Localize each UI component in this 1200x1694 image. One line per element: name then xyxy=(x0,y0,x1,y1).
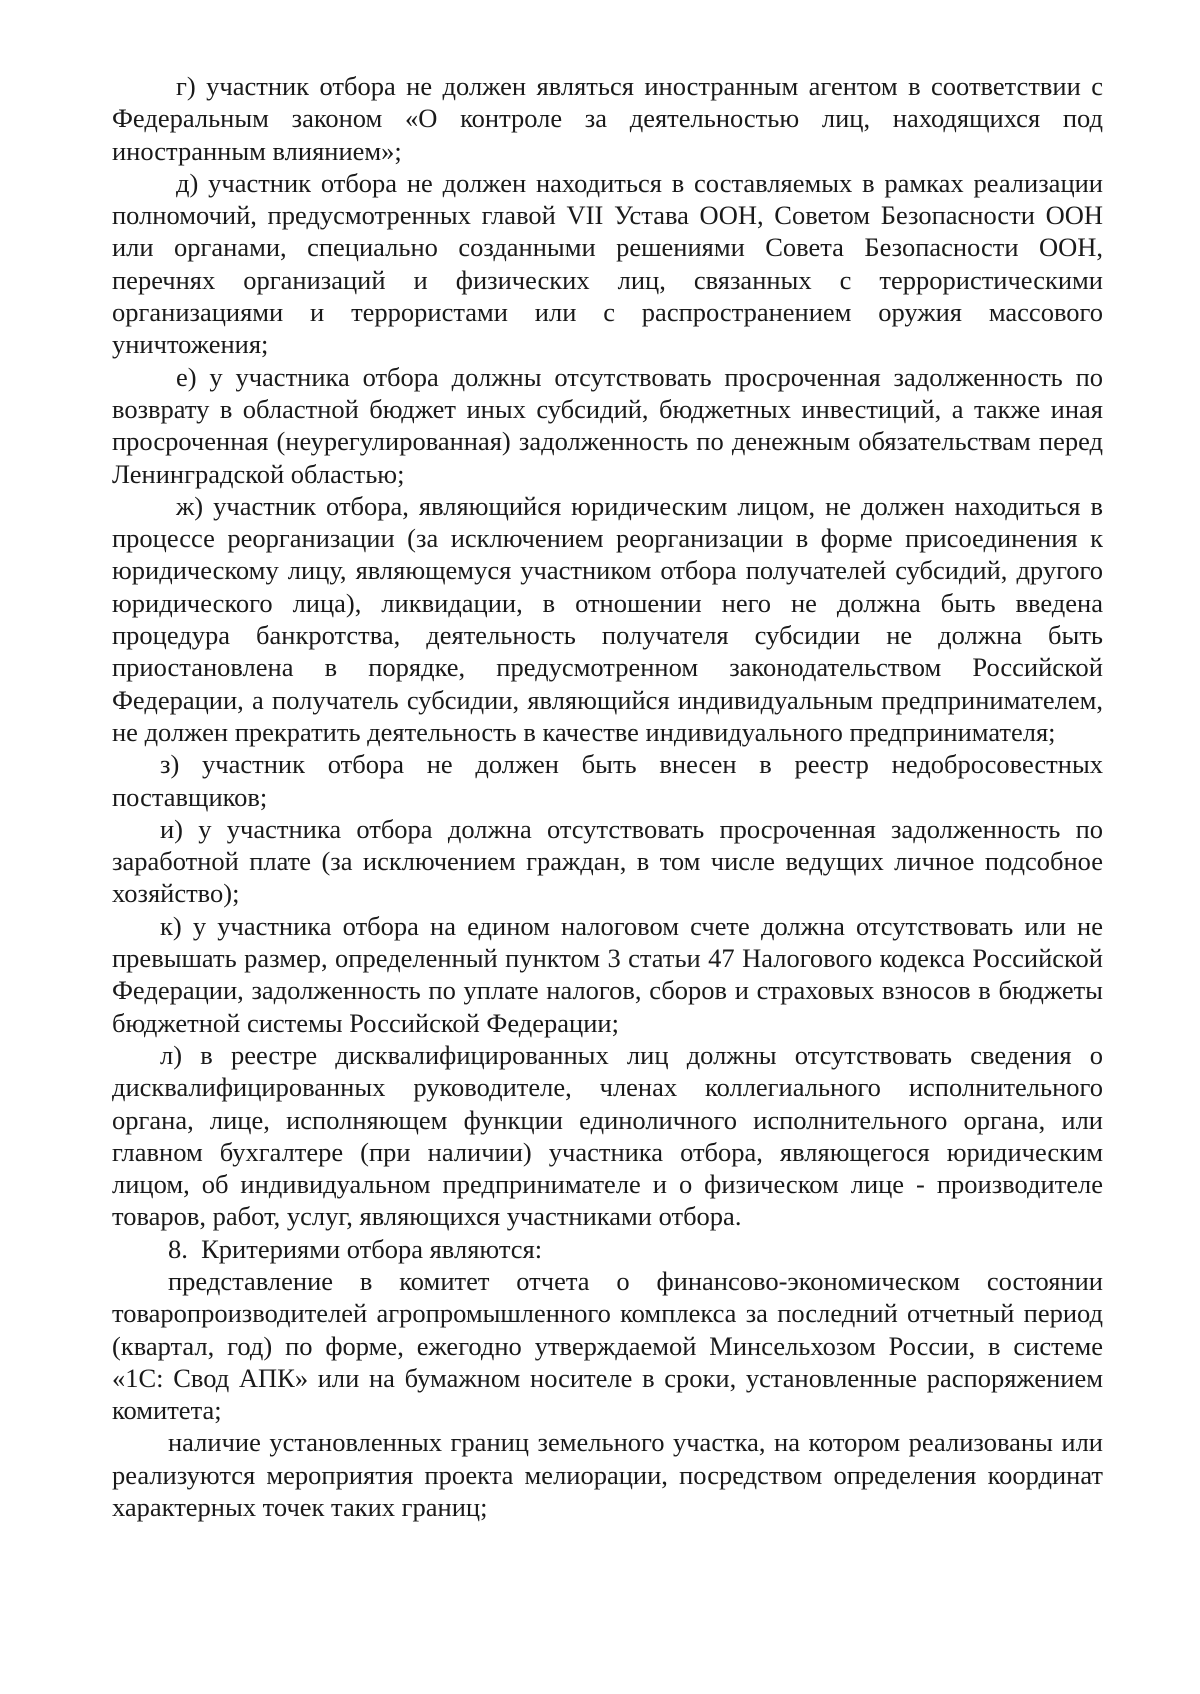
paragraph-item-d: д) участник отбора не должен находиться в составляемых в рамках реализации полномочий, предусмотренных главой VII Устава ООН, Советом Безопасности ООН или органами, специально созданными решениями Совета Безопасности ООН, перечнях организаций и физических лиц, связанных с террористическими организациями и террористами или с распространением оружия массового уничтожения; xyxy=(112,167,1103,360)
document-body xyxy=(112,70,1103,1523)
paragraph-item-i: и) у участника отбора должна отсутствовать просроченная задолженность по заработной плате (за исключением граждан, в том числе ведущих личное подсобное хозяйство); xyxy=(112,813,1103,909)
section-heading-criteria: 8. Критериями отбора являются: xyxy=(168,1233,543,1264)
paragraph-item-z: з) участник отбора не должен быть внесен в реестр недобросовестных поставщиков; xyxy=(112,749,1103,812)
paragraph-item-e: е) у участника отбора должны отсутствовать просроченная задолженность по возврату в областной бюджет иных субсидий, бюджетных инвестиций, а также иная просроченная (неурегулированная) задолженность по денежным обязательствам перед Ленинградской областью; xyxy=(112,361,1103,489)
paragraph-item-g: г) участник отбора не должен являться иностранным агентом в соответствии с Федеральным законом «О контроле за деятельностью лиц, находящихся под иностранным влиянием»; xyxy=(112,71,1103,166)
paragraph-item-k: к) у участника отбора на едином налоговом счете должна отсутствовать или не превышать размер, определенный пунктом 3 статьи 47 Налогового кодекса Российской Федерации, задолженность по уплате налогов, сборов и страховых взносов в бюджеты бюджетной системы Российской Федерации; xyxy=(112,910,1103,1038)
criteria-item-land-borders: наличие установленных границ земельного участка, на котором реализованы или реализуются мероприятия проекта мелиорации, посредством определения координат характерных точек таких границ; xyxy=(112,1427,1103,1523)
paragraph-item-zh: ж) участник отбора, являющийся юридическим лицом, не должен находиться в процессе реорганизации (за исключением реорганизации в форме присоединения к юридическому лицу, являющемуся участником отбора получателей субсидий, другого юридического лица), ликвидации, в отношении него не должна быть введена процедура банкротства, деятельность получателя субсидии не должна быть приостановлена в порядке, предусмотренном законодательством Российской Федерации, а получатель субсидии, являющийся индивидуальным предпринимателем, не должен прекратить деятельность в качестве индивидуального предпринимателя; xyxy=(112,490,1103,747)
paragraph-item-l: л) в реестре дисквалифицированных лиц должны отсутствовать сведения о дисквалифицированных руководителе, членах коллегиального исполнительного органа, лице, исполняющем функции единоличного исполнительного органа, или главном бухгалтере (при наличии) участника отбора, являющегося юридическим лицом, об индивидуальном предпринимателе и о физическом лице - производителе товаров, работ, услуг, являющихся участниками отбора. xyxy=(112,1039,1103,1232)
criteria-item-report: представление в комитет отчета о финансово-экономическом состоянии товаропроизводителей агропромышленного комплекса за последний отчетный период (квартал, год) по форме, ежегодно утверждаемой Минсельхозом России, в системе «1С: Свод АПК» или на бумажном носителе в сроки, установленные распоряжением комитета; xyxy=(112,1265,1103,1426)
